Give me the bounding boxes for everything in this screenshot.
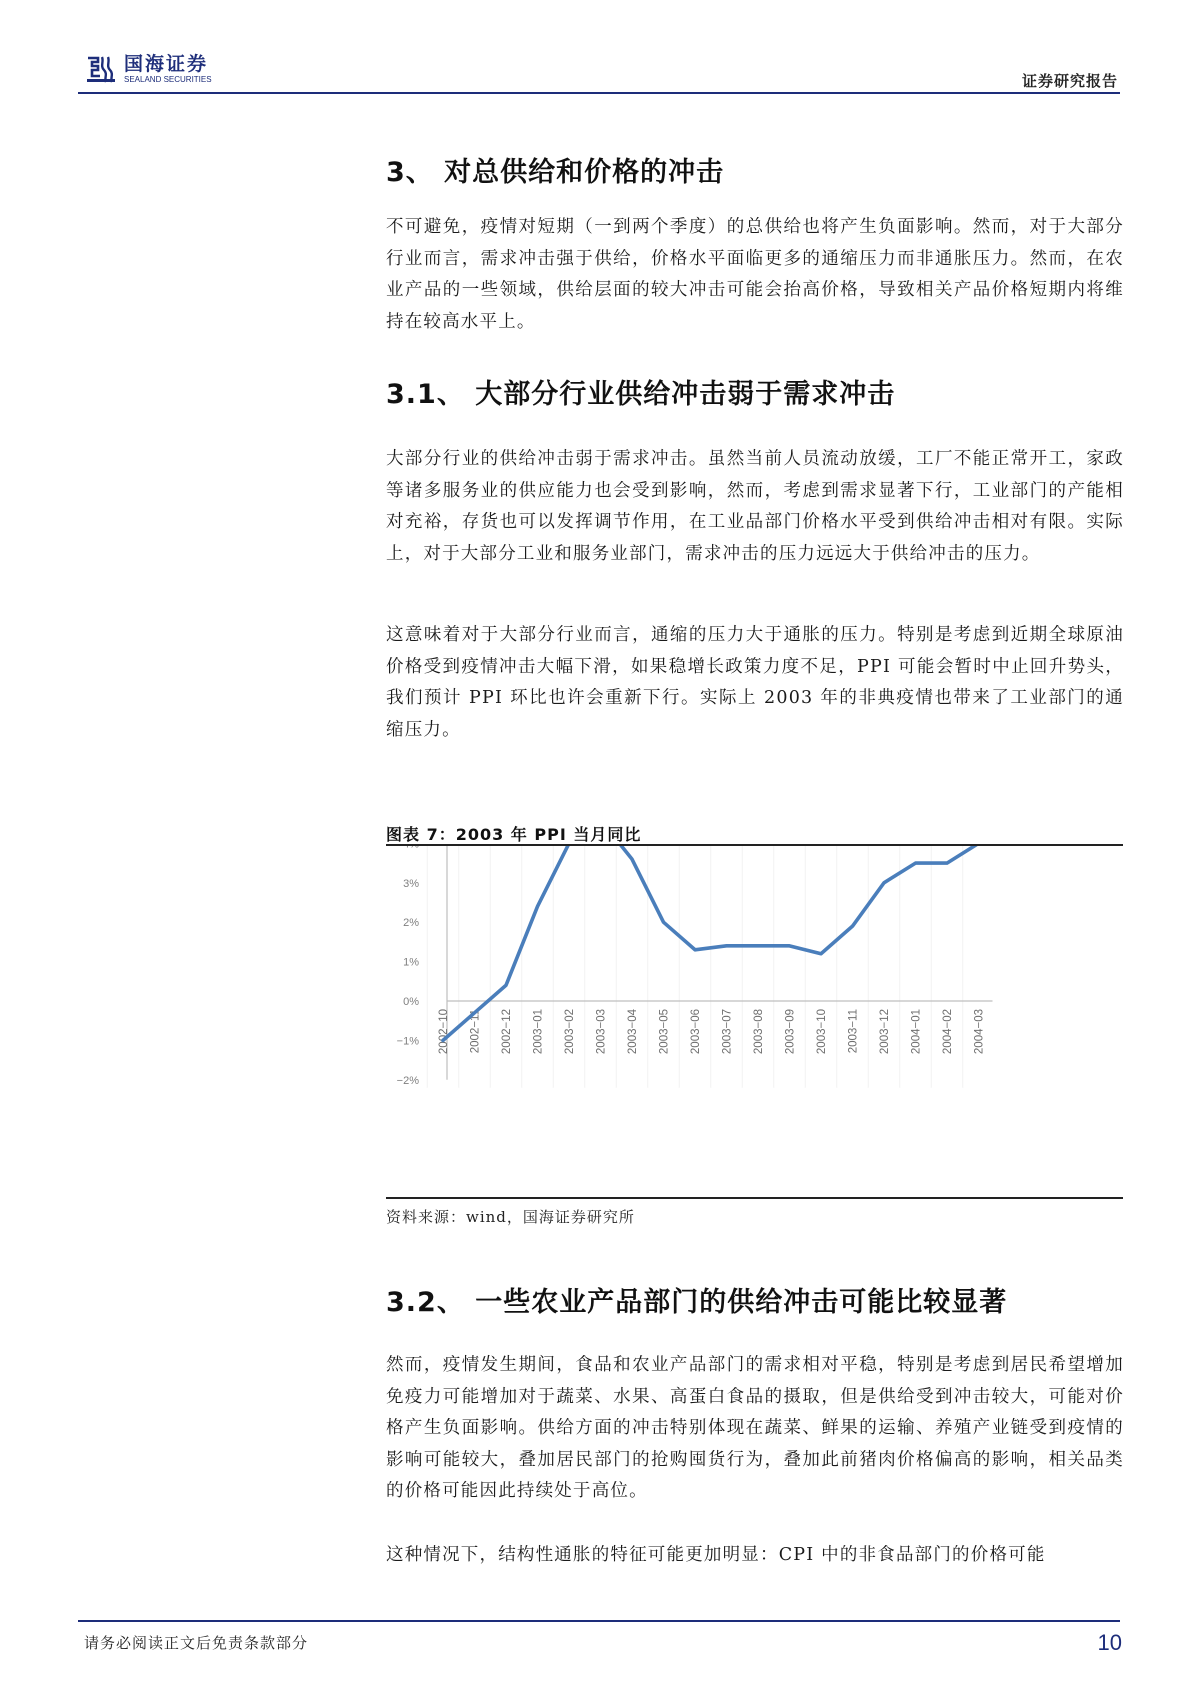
x-tick-label: 2002−12 xyxy=(501,1009,513,1055)
figure-source: 资料来源：wind，国海证券研究所 xyxy=(386,1208,635,1226)
footer-disclaimer: 请务必阅读正文后免责条款部分 xyxy=(84,1634,309,1652)
x-tick-label: 2003−02 xyxy=(564,1009,576,1055)
figure-bottom-rule xyxy=(386,1197,1123,1199)
section-heading-3: 3、 对总供给和价格的冲击 xyxy=(386,157,725,188)
x-tick-label: 2003−04 xyxy=(627,1009,639,1055)
y-tick-label: −1% xyxy=(396,1035,419,1048)
company-logo xyxy=(86,54,212,85)
x-tick-label: 2003−09 xyxy=(784,1009,797,1055)
x-tick-label: 2002−10 xyxy=(438,1009,450,1055)
figure-title: 图表 7：2003 年 PPI 当月同比 xyxy=(386,825,642,844)
x-tick-label: 2003−11 xyxy=(847,1009,860,1054)
section-3-1-paragraph-1: 大部分行业的供给冲击弱于需求冲击。虽然当前人员流动放缓，工厂不能正常开工，家政等诸多服务业的供应能力也会受到影响，然而，考虑到需求显著下行，工业部门的产能相对充裕，存货也可以发挥调节作用，在工业品部门价格水平受到供给冲击相对有限。实际上，对于大部分工业和服务业部门，需求冲击的压力远远大于供给冲击的压力。 xyxy=(386,449,1124,564)
y-tick-label: 1% xyxy=(403,956,419,969)
x-tick-label: 2004−01 xyxy=(910,1009,923,1055)
x-tick-label: 2003−06 xyxy=(690,1009,702,1055)
y-tick-label: 0% xyxy=(403,996,419,1008)
sealand-logo-icon xyxy=(86,54,116,84)
section-3-1-paragraph-2: 这意味着对于大部分行业而言，通缩的压力大于通胀的压力。特别是考虑到近期全球原油价格受到疫情冲击大幅下滑，如果稳增长政策力度不足，PPI 可能会暂时中止回升势头，我们预计 PPI 环比也许会重新下行。实际上 2003 年的非典疫情也带来了工业部门的通缩压力。 xyxy=(386,625,1124,740)
section-heading-3-2: 3.2、 一些农业产品部门的供给冲击可能比较显著 xyxy=(386,1287,1008,1318)
header-divider xyxy=(78,92,1120,94)
x-tick-label: 2003−10 xyxy=(816,1009,828,1055)
x-tick-label: 2003−05 xyxy=(658,1009,671,1055)
chart-canvas xyxy=(386,846,1123,1196)
x-tick-label: 2004−02 xyxy=(942,1009,954,1055)
y-tick-label: 2% xyxy=(403,917,419,930)
section-3-paragraph: 不可避免，疫情对短期（一到两个季度）的总供给也将产生负面影响。然而，对于大部分行业而言，需求冲击强于供给，价格水平面临更多的通缩压力而非通胀压力。然而，在农业产品的一些领域，供给层面的较大冲击可能会抬高价格，导致相关产品价格短期内将维持在较高水平上。 xyxy=(386,217,1124,332)
x-tick-label: 2004−03 xyxy=(973,1009,986,1055)
x-tick-label: 2003−01 xyxy=(532,1009,545,1055)
y-tick-label: −2% xyxy=(396,1074,419,1087)
page-number: 10 xyxy=(1097,1630,1122,1655)
x-tick-label: 2003−12 xyxy=(879,1009,891,1055)
x-tick-label: 2003−07 xyxy=(721,1009,734,1055)
y-tick-label xyxy=(403,846,419,850)
report-type-label: 证券研究报告 xyxy=(1021,72,1118,90)
page-header xyxy=(78,48,1120,98)
logo-chinese-name: 国海证券 xyxy=(124,53,209,75)
section-3-2-paragraph-2: 这种情况下，结构性通胀的特征可能更加明显：CPI 中的非食品部门的价格可能 xyxy=(386,1545,1046,1565)
y-tick-label: 3% xyxy=(403,877,419,890)
footer-divider xyxy=(78,1620,1120,1622)
x-tick-label: 2002−11 xyxy=(469,1009,482,1054)
section-3-2-paragraph-1: 然而，疫情发生期间，食品和农业产品部门的需求相对平稳，特别是考虑到居民希望增加免疫力可能增加对于蔬菜、水果、高蛋白食品的摄取，但是供给受到冲击较大，可能对价格产生负面影响。供给方面的冲击特别体现在蔬菜、鲜果的运输、养殖产业链受到疫情的影响可能较大，叠加居民部门的抢购囤货行为，叠加此前猪肉价格偏高的影响，相关品类的价格可能因此持续处于高位。 xyxy=(386,1355,1124,1501)
ppi-line-chart xyxy=(386,846,1123,1196)
section-heading-3-1: 3.1、 大部分行业供给冲击弱于需求冲击 xyxy=(386,379,896,410)
x-tick-label: 2003−03 xyxy=(595,1009,608,1055)
x-tick-label: 2003−08 xyxy=(753,1009,765,1055)
logo-english-name: SEALAND SECURITIES xyxy=(124,75,212,84)
